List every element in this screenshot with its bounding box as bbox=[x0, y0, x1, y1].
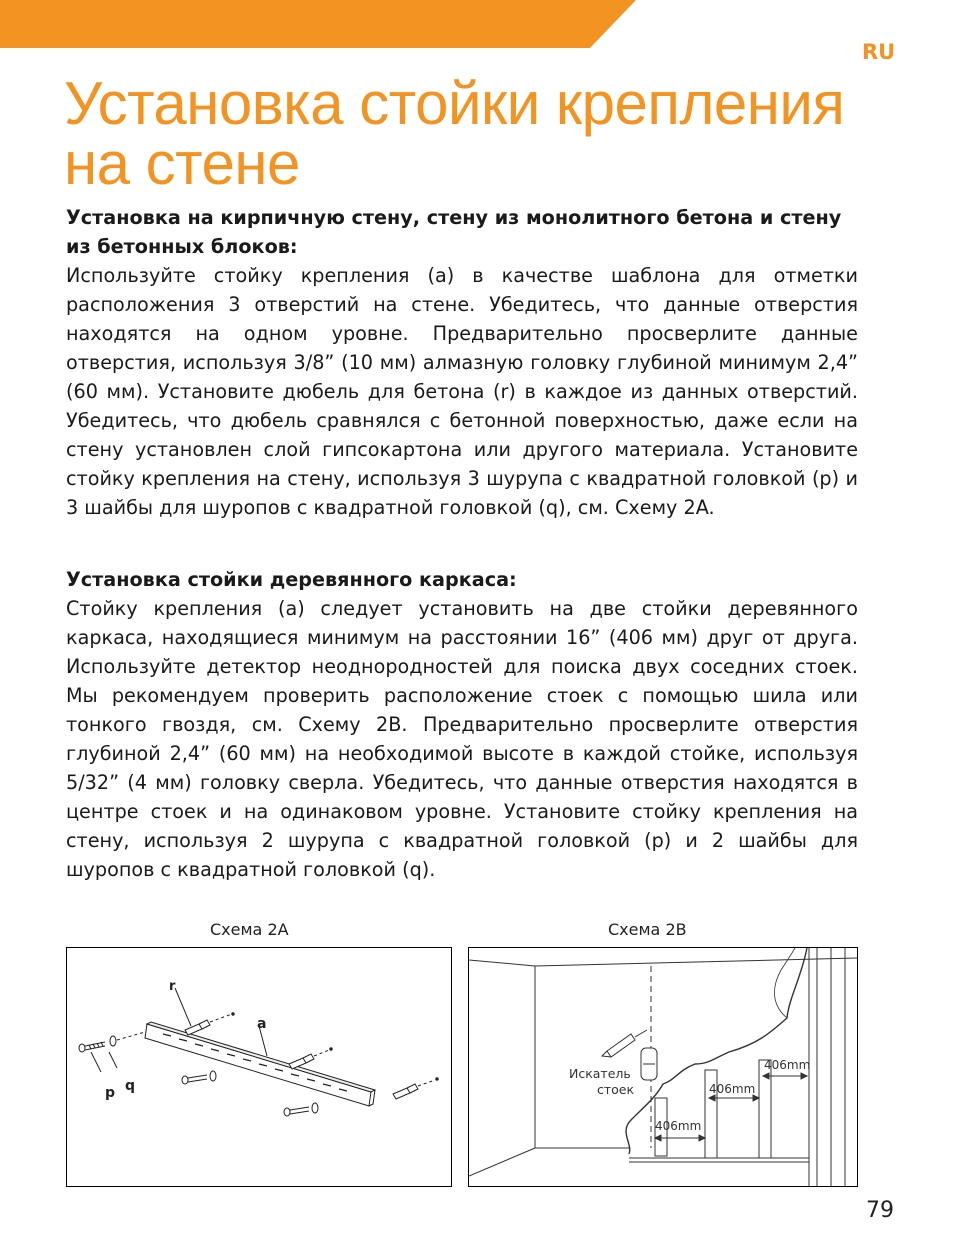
room-ceiling-line-left bbox=[469, 960, 535, 966]
section-brick-wall bbox=[66, 203, 858, 522]
label-a: a bbox=[257, 1016, 267, 1032]
dimension-label-2: 406mm bbox=[709, 1082, 756, 1096]
section-wood-stud-text: Стойку крепления (a) следует установить на две стойки деревянного каркаса, находящиеся минимум на расстоянии 16” (406 мм) друг от друга. Используйте детектор неоднородностей для поиска двух соседних стоек. Мы рекомендуем проверить расположение стоек с помощью шила или тонкого гвоздя, см. Схему 2B. Предварительно просверлите отверстия глубиной 2,4” (60 мм) на необходимой высоте в каждой стойке, используя 5/32” (4 мм) головку сверла. Убедитесь, что данные отверстия находятся в центре стоек и на одинаковом уровне. Установите стойку крепления на стену, используя 2 шурупа с квадратной головкой (p) и 2 шайбы для шуропов с квадратной головкой (q). bbox=[66, 597, 858, 881]
label-r: r bbox=[169, 979, 176, 994]
mounting-rail bbox=[145, 1024, 371, 1106]
orange-header-band bbox=[0, 0, 954, 50]
anchor-r-icon bbox=[185, 1020, 210, 1035]
stud-finder-label-line2: стоек bbox=[597, 1082, 635, 1097]
dimension-label-3: 406mm bbox=[764, 1058, 811, 1072]
language-code: RU bbox=[862, 40, 896, 64]
anchor-middle-icon bbox=[289, 1054, 314, 1069]
washer-q-icon bbox=[110, 1036, 116, 1046]
page-title: Установка стойки крепления на стене bbox=[64, 70, 845, 197]
section-brick-wall-text: Используйте стойку крепления (a) в качестве шаблона для отметки расположения 3 отверстий на стене. Убедитесь, что данные отверстия находятся на одном уровне. Предварительно просверлите данные отверстия, используя 3/8” (10 мм) алмазную головку глубиной минимум 2,4” (60 мм). Установите дюбель для бетона (r) в каждое из данных отверстий. Убедитесь, что дюбель сравнялся с бетонной поверхностью, даже если на стену установлен слой гипсокартона или другого материала. Установите стойку крепления на стену, используя 3 шурупа с квадратной головкой (p) и 3 шайбы для шуропов с квадратной головкой (q), см. Схему 2A. bbox=[66, 264, 858, 519]
room-floor-line-left bbox=[469, 1148, 535, 1176]
anchor-right-icon bbox=[393, 1084, 418, 1099]
section-wood-stud-heading: Установка стойки деревянного каркаса: bbox=[66, 568, 517, 591]
screw-p-icon bbox=[79, 1042, 105, 1052]
stud-finder-label-line1: Искатель bbox=[569, 1066, 631, 1081]
screw-lower-left-icon bbox=[182, 1071, 216, 1084]
figure-2b-caption: Схема 2B bbox=[608, 920, 687, 939]
page-number: 79 bbox=[866, 1198, 894, 1223]
figure-2a-caption: Схема 2A bbox=[210, 920, 289, 939]
section-wood-stud bbox=[66, 565, 858, 884]
dimension-label-1: 406mm bbox=[655, 1119, 702, 1133]
figure-2b bbox=[468, 947, 858, 1187]
label-p: p bbox=[105, 1085, 116, 1101]
figure-2b-drawing bbox=[469, 948, 857, 1186]
figure-2a-drawing bbox=[67, 948, 451, 1186]
label-q: q bbox=[125, 1078, 136, 1094]
figure-2a bbox=[66, 947, 452, 1187]
awl-icon bbox=[602, 1030, 647, 1057]
section-brick-wall-heading: Установка на кирпичную стену, стену из монолитного бетона и стену из бетонных блоков: bbox=[66, 206, 842, 258]
screw-lower-right-icon bbox=[284, 1103, 318, 1116]
